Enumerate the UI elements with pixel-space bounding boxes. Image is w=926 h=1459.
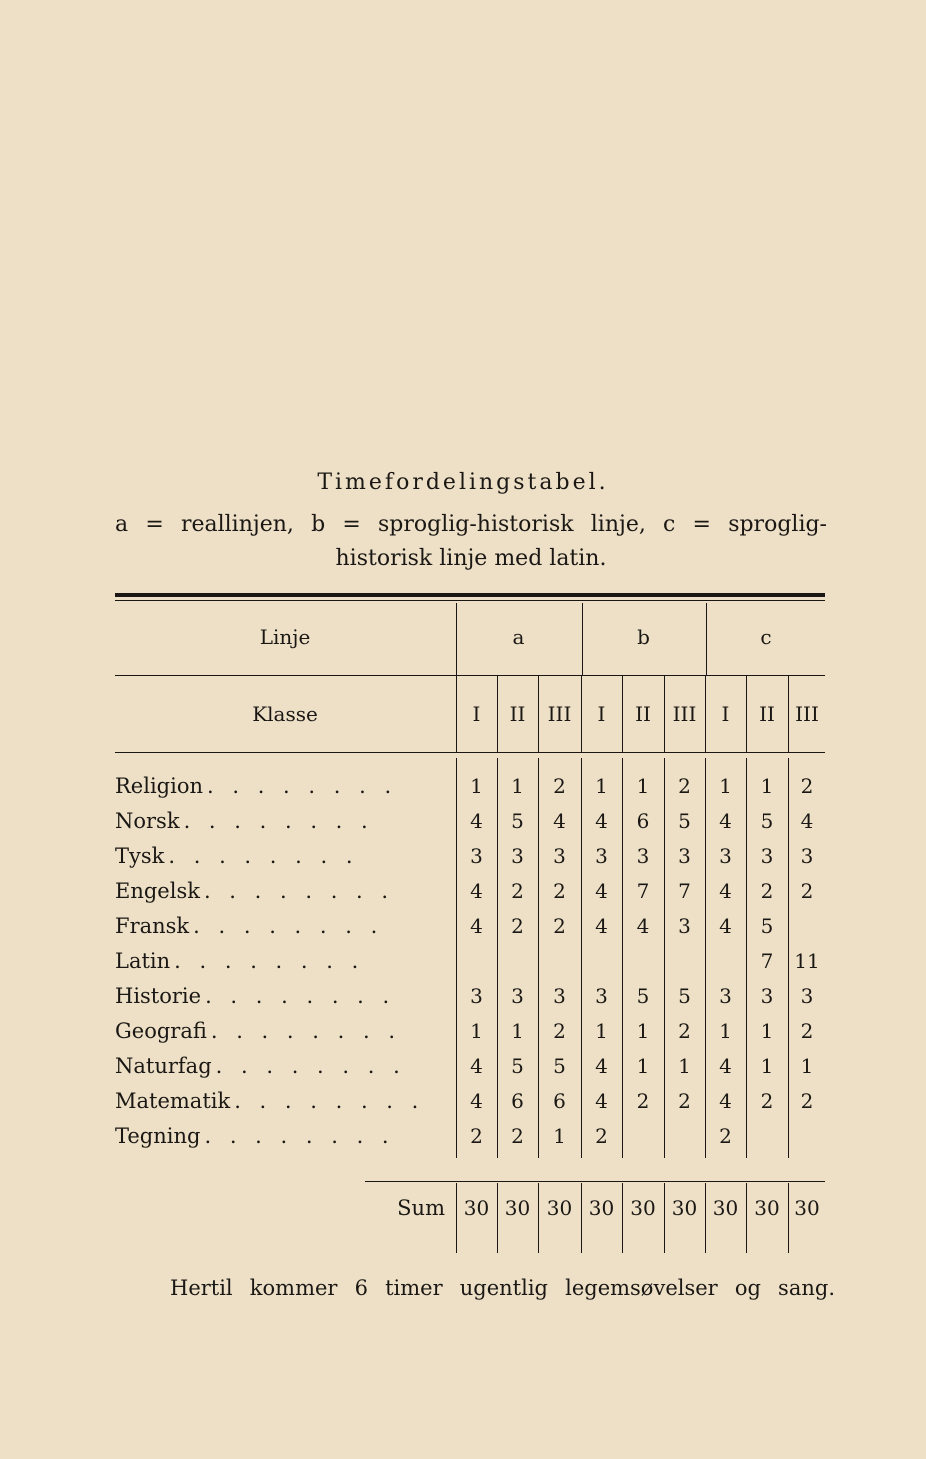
class-header: II <box>509 702 526 726</box>
table-cell: 1 <box>636 774 650 798</box>
table-cell: 3 <box>800 844 814 868</box>
table-cell: 1 <box>511 774 524 798</box>
class-header: III <box>795 702 819 726</box>
table-cell: 3 <box>553 984 566 1008</box>
table-cell: 3 <box>760 984 774 1008</box>
table-cell: 4 <box>470 914 483 938</box>
table-cell: 1 <box>511 1019 524 1043</box>
subject-label <box>115 1124 435 1148</box>
table-cell: 1 <box>470 1019 483 1043</box>
subject-name: Latin <box>115 949 171 973</box>
table-cell: 5 <box>511 809 524 833</box>
subject-label <box>115 1019 435 1043</box>
leader-dots: . . . . . . . . <box>210 1019 401 1043</box>
class-header: II <box>635 702 651 726</box>
subject-label <box>115 914 435 938</box>
subject-label <box>115 879 435 903</box>
table-cell: 4 <box>595 1089 608 1113</box>
class-header: I <box>597 702 606 726</box>
leader-dots: . . . . . . . . <box>205 984 396 1008</box>
table-cell: 2 <box>760 879 774 903</box>
table-cell: 1 <box>760 1019 774 1043</box>
table-cell: 1 <box>553 1124 566 1148</box>
table-cell: 4 <box>470 1054 483 1078</box>
table-cell: 2 <box>511 879 524 903</box>
table-cell: 5 <box>678 984 691 1008</box>
sum-cell: 30 <box>504 1196 531 1220</box>
linje-header: Linje <box>259 625 311 649</box>
table-cell: 2 <box>511 914 524 938</box>
sum-cell: 30 <box>546 1196 573 1220</box>
group-column-line <box>582 603 583 675</box>
subject-name: Norsk <box>115 809 180 833</box>
table-cell: 5 <box>553 1054 566 1078</box>
table-cell: 2 <box>553 914 566 938</box>
table-cell: 4 <box>595 809 608 833</box>
table-cell: 11 <box>794 949 820 973</box>
table-cell: 4 <box>800 809 814 833</box>
table-cell: 4 <box>719 1054 732 1078</box>
table-cell: 2 <box>470 1124 483 1148</box>
table-cell: 4 <box>595 879 608 903</box>
table-top-rule-thin <box>115 600 825 601</box>
table-cell: 3 <box>719 984 732 1008</box>
table-cell: 2 <box>636 1089 650 1113</box>
table-cell: 3 <box>678 844 691 868</box>
sum-divider <box>365 1181 825 1182</box>
sum-cell: 30 <box>671 1196 698 1220</box>
table-cell: 4 <box>719 879 732 903</box>
table-cell: 5 <box>636 984 650 1008</box>
table-cell: 1 <box>595 1019 608 1043</box>
table-cell: 3 <box>595 844 608 868</box>
table-cell: 1 <box>470 774 483 798</box>
sum-label: Sum <box>397 1196 445 1220</box>
sum-cell: 30 <box>588 1196 615 1220</box>
table-cell: 2 <box>800 774 814 798</box>
sum-cell: 30 <box>463 1196 490 1220</box>
header-divider <box>115 675 825 676</box>
leader-dots: . . . . . . . . <box>234 1089 425 1113</box>
subject-name: Naturfag <box>115 1054 212 1078</box>
leader-dots: . . . . . . . . <box>193 914 384 938</box>
subject-name: Tegning <box>115 1124 201 1148</box>
subject-label <box>115 1089 435 1113</box>
table-cell: 7 <box>678 879 691 903</box>
sum-cell: 30 <box>754 1196 780 1220</box>
subject-label <box>115 774 435 798</box>
leader-dots: . . . . . . . . <box>168 844 359 868</box>
table-cell: 3 <box>470 844 483 868</box>
sum-cell: 30 <box>712 1196 739 1220</box>
table-cell: 3 <box>678 914 691 938</box>
table-cell: 5 <box>760 914 774 938</box>
table-cell: 4 <box>470 809 483 833</box>
table-cell: 2 <box>678 1089 691 1113</box>
table-cell: 2 <box>553 774 566 798</box>
table-cell: 3 <box>595 984 608 1008</box>
table-cell: 4 <box>553 809 566 833</box>
legend-line-2: historisk linje med latin. <box>335 546 607 571</box>
subject-label <box>115 809 435 833</box>
table-cell: 2 <box>800 1019 814 1043</box>
subject-name: Historie <box>115 984 202 1008</box>
leader-dots: . . . . . . . . <box>204 1124 395 1148</box>
table-cell: 2 <box>553 879 566 903</box>
table-cell: 2 <box>678 1019 691 1043</box>
table-top-rule <box>115 593 825 597</box>
table-cell: 3 <box>800 984 814 1008</box>
table-cell: 4 <box>719 809 732 833</box>
legend-line-1: a = reallinjen, b = sproglig-historisk linje, c = sproglig- <box>115 512 827 537</box>
group-header-c: c <box>760 625 772 649</box>
klasse-header: Klasse <box>252 702 318 726</box>
subject-name: Fransk <box>115 914 190 938</box>
group-column-line <box>456 603 457 675</box>
table-cell: 1 <box>800 1054 814 1078</box>
group-header-b: b <box>637 625 650 649</box>
table-cell: 2 <box>553 1019 566 1043</box>
table-cell: 7 <box>760 949 774 973</box>
group-header-a: a <box>512 625 525 649</box>
table-cell: 5 <box>678 809 691 833</box>
table-cell: 3 <box>511 844 524 868</box>
table-cell: 2 <box>511 1124 524 1148</box>
table-cell: 4 <box>719 914 732 938</box>
sum-cell: 30 <box>630 1196 656 1220</box>
leader-dots: . . . . . . . . <box>174 949 365 973</box>
table-title: Timefordelingstabel. <box>317 470 609 495</box>
table-cell: 6 <box>636 809 650 833</box>
table-cell: 1 <box>678 1054 691 1078</box>
table-cell: 2 <box>678 774 691 798</box>
table-cell: 2 <box>800 879 814 903</box>
class-header: I <box>472 702 481 726</box>
subject-label <box>115 1054 435 1078</box>
table-cell: 2 <box>595 1124 608 1148</box>
leader-dots: . . . . . . . . <box>183 809 374 833</box>
table-cell: 5 <box>511 1054 524 1078</box>
table-cell: 4 <box>595 1054 608 1078</box>
table-cell: 7 <box>636 879 650 903</box>
table-cell: 4 <box>595 914 608 938</box>
table-cell: 3 <box>719 844 732 868</box>
table-cell: 1 <box>636 1054 650 1078</box>
class-header: III <box>672 702 697 726</box>
table-cell: 5 <box>760 809 774 833</box>
table-cell: 2 <box>760 1089 774 1113</box>
table-cell: 4 <box>636 914 650 938</box>
table-cell: 4 <box>470 1089 483 1113</box>
table-cell: 1 <box>760 1054 774 1078</box>
leader-dots: . . . . . . . . <box>215 1054 406 1078</box>
table-cell: 2 <box>719 1124 732 1148</box>
table-cell: 3 <box>511 984 524 1008</box>
table-cell: 6 <box>553 1089 566 1113</box>
sum-cell: 30 <box>794 1196 820 1220</box>
leader-dots: . . . . . . . . <box>207 774 398 798</box>
table-cell: 1 <box>595 774 608 798</box>
group-column-line <box>706 603 707 675</box>
table-cell: 3 <box>760 844 774 868</box>
table-cell: 2 <box>800 1089 814 1113</box>
table-cell: 3 <box>553 844 566 868</box>
class-header: I <box>721 702 730 726</box>
table-cell: 3 <box>636 844 650 868</box>
table-cell: 1 <box>760 774 774 798</box>
table-cell: 3 <box>470 984 483 1008</box>
subject-label <box>115 844 435 868</box>
leader-dots: . . . . . . . . <box>203 879 395 903</box>
class-header: III <box>547 702 572 726</box>
class-divider <box>115 752 825 753</box>
subject-name: Engelsk <box>115 879 200 903</box>
table-cell: 4 <box>719 1089 732 1113</box>
table-cell: 4 <box>470 879 483 903</box>
subject-name: Geografi <box>115 1019 207 1043</box>
subject-label <box>115 949 435 973</box>
footer-note: Hertil kommer 6 timer ugentlig legemsøvelser og sang. <box>170 1276 835 1300</box>
class-header: II <box>759 702 775 726</box>
subject-name: Tysk <box>115 844 165 868</box>
subject-name: Religion <box>115 774 203 798</box>
subject-label <box>115 984 435 1008</box>
table-cell: 1 <box>719 774 732 798</box>
subject-name: Matematik <box>115 1089 231 1113</box>
table-cell: 1 <box>719 1019 732 1043</box>
table-cell: 6 <box>511 1089 524 1113</box>
table-cell: 1 <box>636 1019 650 1043</box>
